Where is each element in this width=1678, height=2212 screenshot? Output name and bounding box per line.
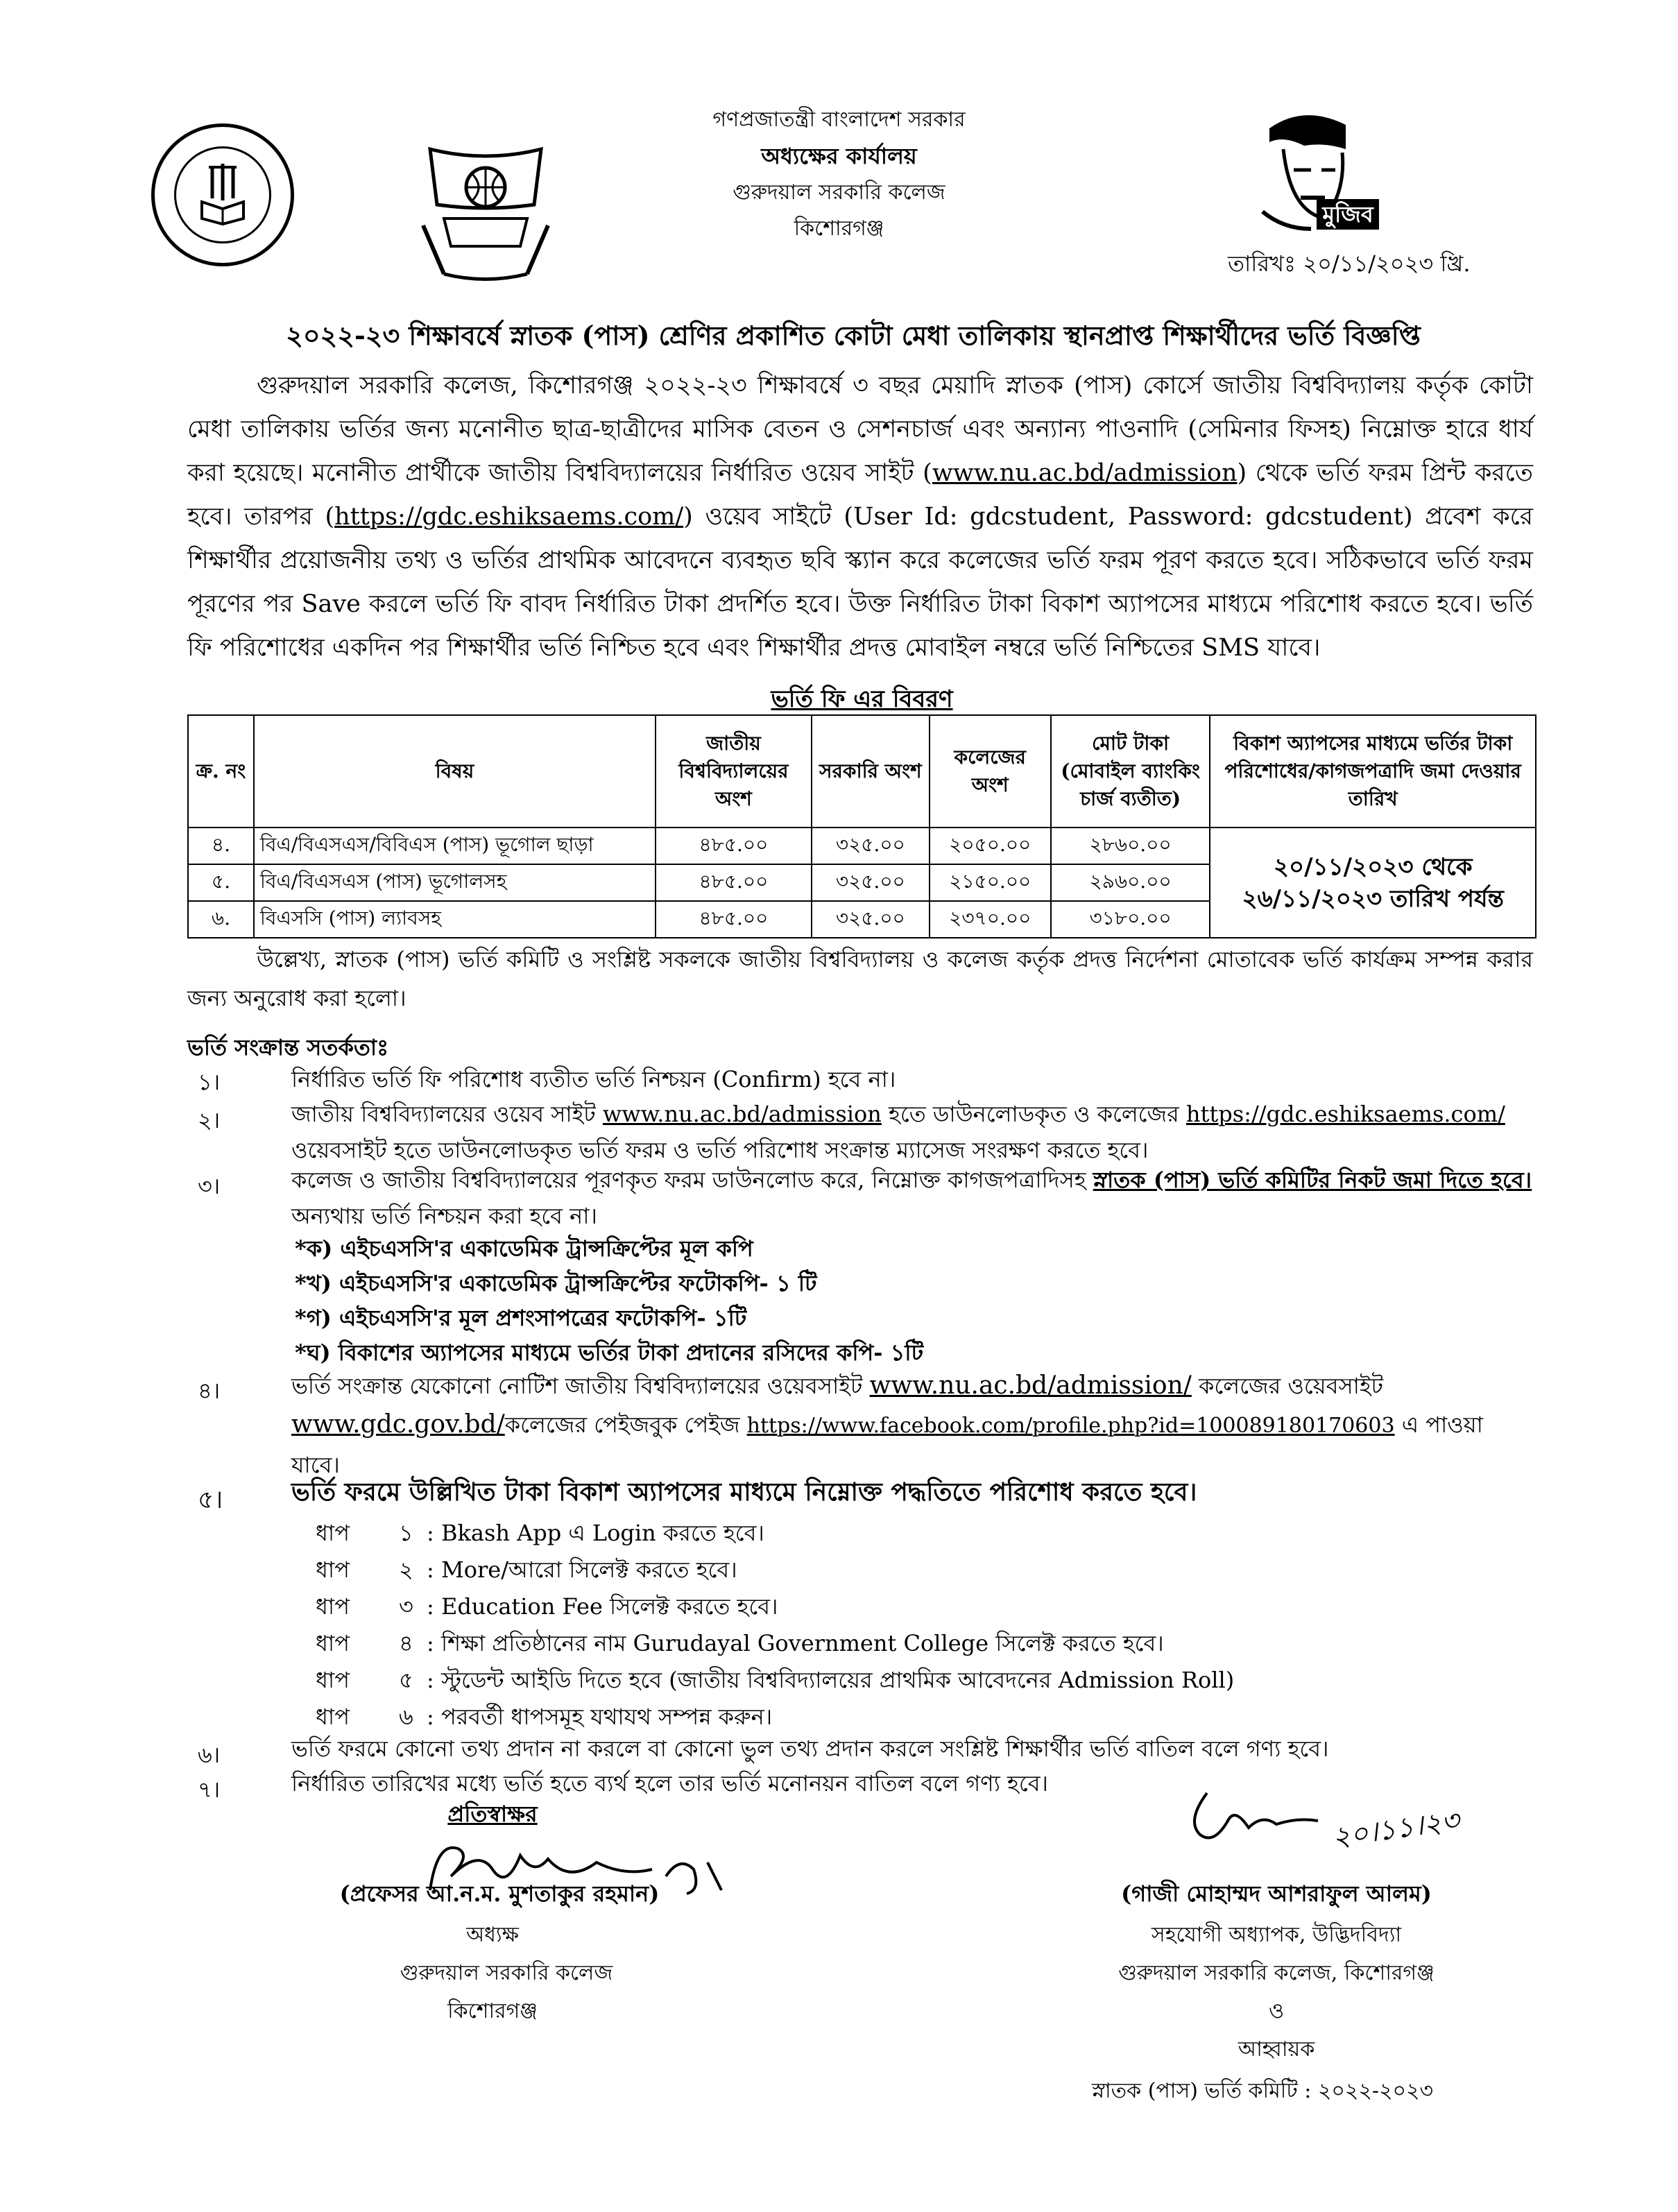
principal-college: গুরুদয়াল সরকারি কলেজ (400, 1961, 613, 1985)
cell-total: ২৯৬০.০০ (1051, 864, 1210, 901)
item-number: ৪। (198, 1378, 221, 1404)
step-text: : Education Fee সিলেক্ট করতে হবে। (427, 1593, 778, 1620)
principal-designation: অধ্যক্ষ (466, 1923, 519, 1947)
committee-label: স্নাতক (পাস) ভর্তি কমিটি : ২০২২-২০২৩ (1091, 2079, 1434, 2103)
col-nu-share-header: জাতীয় বিশ্ববিদ্যালয়ের অংশ (656, 715, 812, 828)
payment-step (316, 1552, 737, 1590)
cell-govt-share: ৩২৫.০০ (812, 901, 930, 938)
intro-paragraph (187, 364, 1533, 670)
col-date-header: বিকাশ অ্যাপসের মাধ্যমে ভর্তির টাকা পরিশোধের/কাগজপত্রাদি জমা দেওয়ার তারিখ (1210, 715, 1536, 828)
item-4-text (291, 1366, 1533, 1484)
cell-govt-share: ৩২৫.০০ (812, 828, 930, 864)
convener-and: ও (1268, 1999, 1285, 2023)
header-government: গণপ্রজাতন্ত্রী বাংলাদেশ সরকার (712, 108, 966, 132)
cell-nu-share: ৪৮৫.০০ (656, 901, 812, 938)
caution-heading: ভর্তি সংক্রান্ত সতর্কতাঃ (187, 1034, 389, 1061)
nu-admission-link[interactable]: www.nu.ac.bd/admission (602, 1101, 882, 1127)
item-3-text (291, 1162, 1533, 1234)
step-text: : শিক্ষা প্রতিষ্ঠানের নাম Gurudayal Government College সিলেক্ট করতে হবে। (427, 1630, 1164, 1656)
item-6-text: ভর্তি ফরমে কোনো তথ্য প্রদান না করলে বা কোনো ভুল তথ্য প্রদান করলে সংশ্লিষ্ট শিক্ষার্থীর ভর্তি বাতিল বলে গণ্য হবে। (291, 1735, 1329, 1762)
item-2-part-a: জাতীয় বিশ্ববিদ্যালয়ের ওয়েব সাইট (291, 1101, 603, 1127)
col-college-share-header: কলেজের অংশ (930, 715, 1051, 828)
cell-payment-dates (1210, 828, 1536, 938)
nu-admission-link[interactable]: www.nu.ac.bd/admission (932, 459, 1238, 487)
cell-serial: ৫. (188, 864, 254, 901)
intro-text-2: ) থেকে ভর্তি ফরম প্রিন্ট করতে হবে। তারপর ( (187, 459, 1533, 531)
fee-table-caption: ভর্তি ফি এর বিবরণ (771, 685, 953, 713)
col-total-header: মোট টাকা (মোবাইল ব্যাংকিং চার্জ ব্যতীত) (1051, 715, 1210, 828)
item-number: ১। (198, 1069, 221, 1095)
step-label: ধাপ (316, 1593, 350, 1620)
doc-requirement: *খ) এইচএসসি'র একাডেমিক ট্রান্সক্রিপ্টের ফটোকপি- ১ টি (295, 1270, 817, 1296)
doc-requirement: *ঘ) বিকাশের অ্যাপসের মাধ্যমে ভর্তির টাকা প্রদানের রসিদের কপি- ১টি (295, 1339, 924, 1366)
step-text: : পরবর্তী ধাপসমূহ যথাযথ সম্পন্ন করুন। (427, 1704, 773, 1730)
payment-step (316, 1626, 1164, 1663)
doc-requirement: *ক) এইচএসসি'র একাডেমিক ট্রান্সক্রিপ্টের মূল কপি (295, 1235, 753, 1262)
countersign-label: প্রতিস্বাক্ষর (447, 1801, 538, 1827)
cell-total: ২৮৬০.০০ (1051, 828, 1210, 864)
item-4-part-a: ভর্তি সংক্রান্ত যেকোনো নোটিশ জাতীয় বিশ্ববিদ্যালয়ের ওয়েবসাইট (291, 1373, 870, 1399)
convener-designation: সহযোগী অধ্যাপক, উদ্ভিদবিদ্যা (1151, 1923, 1402, 1947)
item-number: ৬। (198, 1742, 221, 1768)
convener-name: (গাজী মোহাম্মদ আশরাফুল আলম) (1121, 1880, 1432, 1907)
item-number: ৭। (198, 1776, 221, 1803)
step-text: : Bkash App এ Login করতে হবে। (427, 1520, 764, 1546)
intro-text-1: গুরুদয়াল সরকারি কলেজ, কিশোরগঞ্জ ২০২২-২৩ শিক্ষাবর্ষে ৩ বছর মেয়াদি স্নাতক (পাস) কোর্সে জাতীয় বিশ্ববিদ্যালয় কর্তৃক কোটা মেধা তালিকায় ভর্তির জন্য মনোনীত ছাত্র-ছাত্রীদের মাসিক বেতন ও সেশনচার্জ এবং অন্যান্য পাওনাদি (সেমিনার ফিসহ) নিম্নোক্ত হারে ধার্য করা হয়েছে। মনোনীত প্রার্থীকে জাতীয় বিশ্ববিদ্যালয়ের নির্ধারিত ওয়েব সাইট ( (187, 372, 1533, 487)
table-row (188, 828, 1536, 864)
cell-total: ৩১৮০.০০ (1051, 901, 1210, 938)
step-label: ধাপ (316, 1667, 350, 1693)
convener-role: আহ্বায়ক (1238, 2037, 1315, 2061)
payment-step (316, 1516, 764, 1553)
header-office: অধ্যক্ষের কার্যালয় (761, 143, 917, 169)
principal-district: কিশোরগঞ্জ (447, 1999, 538, 2023)
header-district: কিশোরগঞ্জ (794, 216, 884, 241)
step-number: ৫ (399, 1667, 413, 1693)
cell-serial: ৪. (188, 828, 254, 864)
notice-title: ২০২২-২৩ শিক্ষাবর্ষে স্নাতক (পাস) শ্রেণির প্রকাশিত কোটা মেধা তালিকায় স্থানপ্রাপ্ত শিক্ষার্থীদের ভর্তি বিজ্ঞপ্তি (286, 320, 1421, 351)
date-range-end: ২৬/১১/২০২৩ তারিখ পর্যন্ত (1242, 884, 1504, 913)
cell-college-share: ২৩৭০.০০ (930, 901, 1051, 938)
cell-subject: বিএসসি (পাস) ল্যাবসহ (254, 901, 656, 938)
step-number: ৬ (399, 1704, 413, 1730)
principal-name: (প্রফেসর আ.ন.ম. মুশতাকুর রহমান) (339, 1880, 660, 1907)
step-number: ৪ (399, 1630, 413, 1656)
cell-nu-share: ৪৮৫.০০ (656, 828, 812, 864)
item-4-part-d: এ পাওয়া যাবে। (291, 1412, 1483, 1478)
doc-requirement: *গ) এইচএসসি'র মূল প্রশংসাপত্রের ফটোকপি- ১টি (295, 1305, 747, 1331)
cell-nu-share: ৪৮৫.০০ (656, 864, 812, 901)
step-label: ধাপ (316, 1630, 350, 1656)
item-number: ৩। (198, 1173, 221, 1199)
notice-date: তারিখঃ ২০/১১/২০২৩ খ্রি. (1228, 250, 1471, 277)
item-number: ২। (198, 1107, 221, 1133)
date-range-start: ২০/১১/২০২৩ থেকে (1273, 852, 1473, 881)
item-1-text: নির্ধারিত ভর্তি ফি পরিশোধ ব্যতীত ভর্তি নিশ্চয়ন (Confirm) হবে না। (291, 1066, 896, 1092)
intro-text-3: ) ওয়েব সাইটে (User Id: gdcstudent, Password: gdcstudent) প্রবেশ করে শিক্ষার্থীর প্রয়োজনীয় তথ্য ও ভর্তির প্রাথমিক আবেদনে ব্যবহৃত ছবি স্ক্যান করে কলেজের ভর্তি ফরম পূরণ করতে হবে। সঠিকভাবে ভর্তি ফরম পূরণের পর Save করলে ভর্তি ফি বাবদ নির্ধারিত টাকা প্রদর্শিত হবে। উক্ত নির্ধারিত টাকা বিকাশ অ্যাপসের মাধ্যমে পরিশোধ করতে হবে। ভর্তি ফি পরিশোধের একদিন পর শিক্ষার্থীর ভর্তি নিশ্চিত হবে এবং শিক্ষার্থীর প্রদত্ত মোবাইল নম্বরে ভর্তি নিশ্চিতের SMS যাবে। (187, 503, 1533, 662)
eshiksaems-link[interactable]: https://gdc.eshiksaems.com/ (334, 503, 684, 531)
step-number: ২ (399, 1557, 413, 1583)
item-3-part-a: কলেজ ও জাতীয় বিশ্ববিদ্যালয়ের পূরণকৃত ফরম ডাউনলোড করে, নিম্নোক্ত কাগজপত্রাদিসহ (291, 1167, 1093, 1193)
item-2-text (291, 1096, 1533, 1168)
item-2-part-c: ওয়েবসাইট হতে ডাউনলোডকৃত ভর্তি ফরম ও ভর্তি পরিশোধ সংক্রান্ত ম্যাসেজ সংরক্ষণ করতে হবে। (291, 1137, 1149, 1163)
payment-step (316, 1589, 778, 1627)
cell-subject: বিএ/বিএসএস/বিবিএস (পাস) ভূগোল ছাড়া (254, 828, 656, 864)
item-2-part-b: হতে ডাউনলোডকৃত ও কলেজের (881, 1101, 1186, 1127)
facebook-page-link[interactable]: https://www.facebook.com/profile.php?id=100089180170603 (746, 1414, 1395, 1438)
step-label: ধাপ (316, 1557, 350, 1583)
step-label: ধাপ (316, 1520, 350, 1546)
item-3-emphasis: স্নাতক (পাস) ভর্তি কমিটির নিকট জমা দিতে হবে। (1093, 1167, 1532, 1193)
mujib-logo-text: মুজিব (1317, 199, 1379, 230)
nu-admission-link[interactable]: www.nu.ac.bd/admission/ (869, 1371, 1192, 1400)
convener-signature-date: ২০।১১।২৩ (1330, 1804, 1462, 1854)
fee-table (187, 714, 1536, 938)
cell-college-share: ২০৫০.০০ (930, 828, 1051, 864)
step-text: : More/আরো সিলেক্ট করতে হবে। (427, 1557, 737, 1583)
step-text: : স্টুডেন্ট আইডি দিতে হবে (জাতীয় বিশ্ববিদ্যালয়ের প্রাথমিক আবেদনের Admission Roll) (427, 1667, 1235, 1693)
note-paragraph: উল্লেখ্য, স্নাতক (পাস) ভর্তি কমিটি ও সংশ্লিষ্ট সকলকে জাতীয় বিশ্ববিদ্যালয় ও কলেজ কর্তৃক প্রদত্ত নির্দেশনা মোতাবেক ভর্তি কার্যক্রম সম্পন্ন করার জন্য অনুরোধ করা হলো। (187, 946, 1533, 1011)
eshiksaems-link[interactable]: https://gdc.eshiksaems.com/ (1185, 1101, 1505, 1127)
table-header-row (188, 715, 1536, 828)
cell-serial: ৬. (188, 901, 254, 938)
gdc-website-link[interactable]: www.gdc.gov.bd/ (291, 1410, 505, 1439)
step-number: ১ (399, 1520, 413, 1546)
payment-step (316, 1663, 1234, 1700)
item-3-part-c: অন্যথায় ভর্তি নিশ্চয়ন করা হবে না। (291, 1203, 597, 1229)
convener-college: গুরুদয়াল সরকারি কলেজ, কিশোরগঞ্জ (1118, 1961, 1435, 1985)
cell-subject: বিএ/বিএসএস (পাস) ভূগোলসহ (254, 864, 656, 901)
col-subject-header: বিষয় (254, 715, 656, 828)
step-label: ধাপ (316, 1704, 350, 1730)
item-4-part-b: কলেজের ওয়েবসাইট (1191, 1373, 1383, 1399)
item-5-text: ভর্তি ফরমে উল্লিখিত টাকা বিকাশ অ্যাপসের মাধ্যমে নিম্নোক্ত পদ্ধতিতে পরিশোধ করতে হবে। (291, 1477, 1197, 1507)
col-govt-share-header: সরকারি অংশ (812, 715, 930, 828)
header-college: গুরুদয়াল সরকারি কলেজ (733, 180, 945, 205)
item-4-part-c: কলেজের পেইজবুক পেইজ (504, 1412, 747, 1438)
cell-college-share: ২১৫০.০০ (930, 864, 1051, 901)
item-number: ৫। (198, 1486, 223, 1514)
step-number: ৩ (399, 1593, 413, 1620)
col-serial-header: ক্র. নং (188, 715, 254, 828)
item-7-text: নির্ধারিত তারিখের মধ্যে ভর্তি হতে ব্যর্থ হলে তার ভর্তি মনোনয়ন বাতিল বলে গণ্য হবে। (291, 1770, 1048, 1797)
cell-govt-share: ৩২৫.০০ (812, 864, 930, 901)
